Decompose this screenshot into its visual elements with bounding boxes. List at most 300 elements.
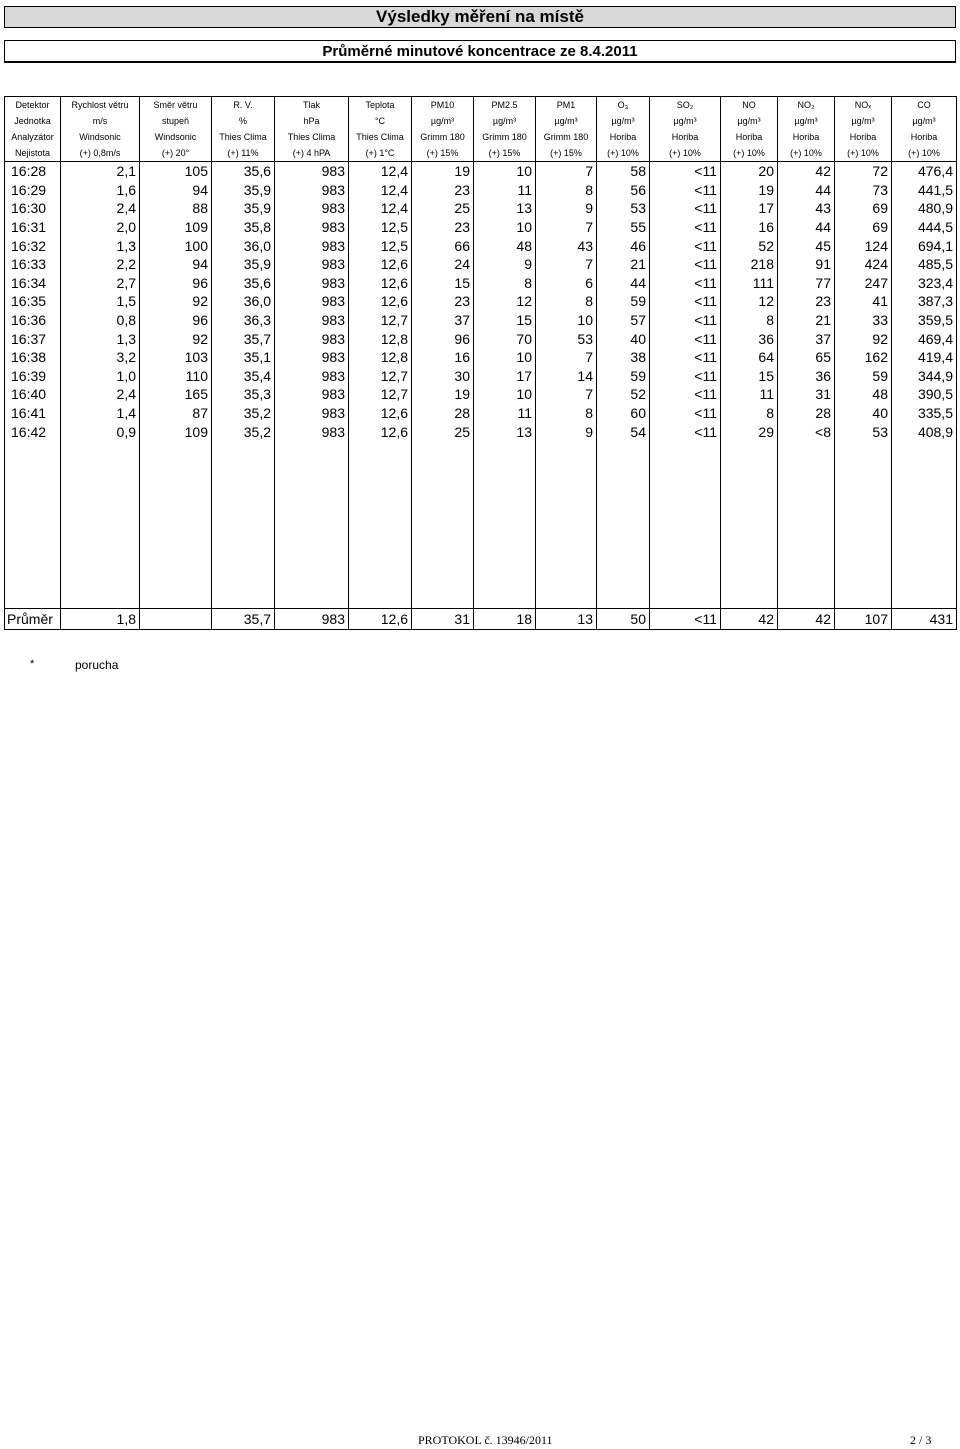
value-cell: 21 [778, 311, 835, 330]
value-cell: 35,3 [212, 385, 275, 404]
value-cell: 35,9 [212, 199, 275, 218]
value-cell: 12,6 [349, 404, 412, 423]
column-header-analyzer: Horiba [721, 129, 778, 145]
value-cell: 12 [474, 292, 536, 311]
page-title: Výsledky měření na místě [4, 6, 956, 28]
average-value: 18 [474, 608, 536, 629]
value-cell: 10 [536, 311, 597, 330]
table-row [5, 311, 957, 330]
footer-page-number: 2 / 3 [910, 1433, 932, 1447]
time-cell: 16:37 [5, 329, 61, 348]
value-cell: 69 [835, 199, 892, 218]
average-value: 35,7 [212, 608, 275, 629]
empty-cell [349, 441, 412, 609]
value-cell: 36 [778, 367, 835, 386]
column-header-analyzer: Windsonic [61, 129, 140, 145]
column-header-name: CO [892, 97, 957, 114]
value-cell: 65 [778, 348, 835, 367]
value-cell: 13 [474, 422, 536, 441]
value-cell: 12,6 [349, 292, 412, 311]
value-cell: 36 [721, 329, 778, 348]
value-cell: 56 [597, 181, 650, 200]
column-header-analyzer: Grimm 180 [536, 129, 597, 145]
value-cell: 7 [536, 162, 597, 181]
average-value: 13 [536, 608, 597, 629]
header-row [5, 113, 957, 129]
value-cell: 124 [835, 236, 892, 255]
value-cell: 3,2 [61, 348, 140, 367]
column-header-uncertainty: (+) 15% [536, 145, 597, 162]
header-row-label: Nejistota [5, 145, 61, 162]
average-value: 1,8 [61, 608, 140, 629]
value-cell: 16 [721, 218, 778, 237]
average-value: 431 [892, 608, 957, 629]
column-header-unit: µg/m³ [412, 113, 474, 129]
value-cell: <11 [650, 367, 721, 386]
value-cell: 983 [275, 329, 349, 348]
average-value: 42 [778, 608, 835, 629]
value-cell: 35,6 [212, 162, 275, 181]
value-cell: 37 [412, 311, 474, 330]
value-cell: 983 [275, 236, 349, 255]
column-header-name: Rychlost větru [61, 97, 140, 114]
value-cell: 15 [412, 274, 474, 293]
column-header-analyzer: Thies Clima [212, 129, 275, 145]
average-row [5, 608, 957, 629]
value-cell: <11 [650, 292, 721, 311]
value-cell: 30 [412, 367, 474, 386]
value-cell: 109 [140, 422, 212, 441]
empty-cell [892, 441, 957, 609]
value-cell: 17 [721, 199, 778, 218]
column-header-name: Směr větru [140, 97, 212, 114]
value-cell: 694,1 [892, 236, 957, 255]
column-header-unit: hPa [275, 113, 349, 129]
value-cell: 23 [778, 292, 835, 311]
value-cell: <11 [650, 255, 721, 274]
column-header-name: PM1 [536, 97, 597, 114]
value-cell: 12,8 [349, 348, 412, 367]
value-cell: 59 [597, 367, 650, 386]
value-cell: 19 [412, 385, 474, 404]
column-header-uncertainty: (+) 15% [474, 145, 536, 162]
table-row [5, 367, 957, 386]
column-header-unit: µg/m³ [650, 113, 721, 129]
value-cell: 35,1 [212, 348, 275, 367]
value-cell: 983 [275, 404, 349, 423]
value-cell: 46 [597, 236, 650, 255]
note-mark: * [30, 658, 35, 670]
value-cell: 35,4 [212, 367, 275, 386]
empty-cell [650, 441, 721, 609]
value-cell: 35,9 [212, 181, 275, 200]
value-cell: 323,4 [892, 274, 957, 293]
value-cell: 69 [835, 218, 892, 237]
value-cell: 35,6 [212, 274, 275, 293]
value-cell: 33 [835, 311, 892, 330]
time-cell: 16:28 [5, 162, 61, 181]
value-cell: 64 [721, 348, 778, 367]
value-cell: 28 [778, 404, 835, 423]
column-header-unit: µg/m³ [536, 113, 597, 129]
table-body [5, 97, 957, 630]
value-cell: 2,7 [61, 274, 140, 293]
value-cell: 36,0 [212, 236, 275, 255]
value-cell: <11 [650, 311, 721, 330]
value-cell: 983 [275, 255, 349, 274]
value-cell: 14 [536, 367, 597, 386]
value-cell: 19 [721, 181, 778, 200]
value-cell: 983 [275, 422, 349, 441]
value-cell: 8 [536, 292, 597, 311]
value-cell: 10 [474, 385, 536, 404]
value-cell: 54 [597, 422, 650, 441]
value-cell: 57 [597, 311, 650, 330]
column-header-analyzer: Grimm 180 [412, 129, 474, 145]
column-header-unit: stupeň [140, 113, 212, 129]
table-row [5, 274, 957, 293]
value-cell: 35,7 [212, 329, 275, 348]
value-cell: 48 [474, 236, 536, 255]
value-cell: 218 [721, 255, 778, 274]
value-cell: 11 [474, 181, 536, 200]
column-header-unit: µg/m³ [778, 113, 835, 129]
value-cell: 476,4 [892, 162, 957, 181]
value-cell: <11 [650, 329, 721, 348]
value-cell: 0,9 [61, 422, 140, 441]
value-cell: 58 [597, 162, 650, 181]
value-cell: 6 [536, 274, 597, 293]
value-cell: <11 [650, 236, 721, 255]
value-cell: 485,5 [892, 255, 957, 274]
value-cell: 12,5 [349, 236, 412, 255]
column-header-analyzer: Windsonic [140, 129, 212, 145]
value-cell: 419,4 [892, 348, 957, 367]
value-cell: 11 [474, 404, 536, 423]
header-row [5, 145, 957, 162]
empty-cell [5, 441, 61, 609]
average-value: 12,6 [349, 608, 412, 629]
value-cell: 7 [536, 218, 597, 237]
column-header-name: NO₂ [778, 97, 835, 114]
value-cell: 983 [275, 218, 349, 237]
value-cell: 88 [140, 199, 212, 218]
value-cell: 10 [474, 218, 536, 237]
value-cell: <11 [650, 218, 721, 237]
time-cell: 16:32 [5, 236, 61, 255]
empty-cell [140, 441, 212, 609]
column-header-uncertainty: (+) 20° [140, 145, 212, 162]
time-cell: 16:40 [5, 385, 61, 404]
value-cell: 55 [597, 218, 650, 237]
table-row [5, 236, 957, 255]
value-cell: 28 [412, 404, 474, 423]
value-cell: 15 [721, 367, 778, 386]
time-cell: 16:30 [5, 199, 61, 218]
value-cell: 53 [597, 199, 650, 218]
value-cell: 109 [140, 218, 212, 237]
value-cell: 40 [835, 404, 892, 423]
column-header-uncertainty: (+) 10% [835, 145, 892, 162]
value-cell: 94 [140, 181, 212, 200]
value-cell: 0,8 [61, 311, 140, 330]
time-cell: 16:42 [5, 422, 61, 441]
value-cell: 359,5 [892, 311, 957, 330]
header-row [5, 129, 957, 145]
value-cell: 12,7 [349, 311, 412, 330]
value-cell: 10 [474, 162, 536, 181]
value-cell: 1,6 [61, 181, 140, 200]
value-cell: 44 [778, 181, 835, 200]
value-cell: 35,2 [212, 404, 275, 423]
empty-cell [212, 441, 275, 609]
table-row [5, 199, 957, 218]
column-header-name: Teplota [349, 97, 412, 114]
value-cell: 12,6 [349, 255, 412, 274]
value-cell: 9 [536, 422, 597, 441]
value-cell: 110 [140, 367, 212, 386]
column-header-uncertainty: (+) 10% [721, 145, 778, 162]
value-cell: 53 [835, 422, 892, 441]
table-row [5, 329, 957, 348]
value-cell: 41 [835, 292, 892, 311]
column-header-unit: % [212, 113, 275, 129]
column-header-uncertainty: (+) 0,8m/s [61, 145, 140, 162]
column-header-analyzer: Horiba [892, 129, 957, 145]
value-cell: 12,6 [349, 422, 412, 441]
empty-cell [835, 441, 892, 609]
value-cell: 8 [536, 181, 597, 200]
average-value: 983 [275, 608, 349, 629]
empty-cell [474, 441, 536, 609]
time-cell: 16:29 [5, 181, 61, 200]
column-header-unit: µg/m³ [597, 113, 650, 129]
value-cell: 72 [835, 162, 892, 181]
empty-cell [597, 441, 650, 609]
value-cell: 23 [412, 181, 474, 200]
value-cell: 31 [778, 385, 835, 404]
value-cell: 7 [536, 385, 597, 404]
average-value [140, 608, 212, 629]
value-cell: 29 [721, 422, 778, 441]
measurement-table [4, 96, 957, 630]
value-cell: 9 [474, 255, 536, 274]
column-header-analyzer: Thies Clima [275, 129, 349, 145]
column-header-unit: °C [349, 113, 412, 129]
empty-cell [536, 441, 597, 609]
average-value: 50 [597, 608, 650, 629]
column-header-uncertainty: (+) 10% [778, 145, 835, 162]
value-cell: 12,7 [349, 385, 412, 404]
table-row [5, 218, 957, 237]
empty-cell [412, 441, 474, 609]
value-cell: 12,5 [349, 218, 412, 237]
value-cell: 73 [835, 181, 892, 200]
value-cell: 2,1 [61, 162, 140, 181]
time-cell: 16:39 [5, 367, 61, 386]
page-subtitle: Průměrné minutové koncentrace ze 8.4.2011 [4, 40, 956, 63]
empty-cell [721, 441, 778, 609]
empty-row [5, 441, 957, 609]
value-cell: 96 [412, 329, 474, 348]
value-cell: 165 [140, 385, 212, 404]
value-cell: 17 [474, 367, 536, 386]
note-text: porucha [75, 658, 119, 672]
column-header-uncertainty: (+) 10% [597, 145, 650, 162]
value-cell: 12 [721, 292, 778, 311]
value-cell: 12,4 [349, 162, 412, 181]
time-cell: 16:33 [5, 255, 61, 274]
value-cell: 44 [597, 274, 650, 293]
header-row-label: Analyzátor [5, 129, 61, 145]
value-cell: 53 [536, 329, 597, 348]
value-cell: 12,8 [349, 329, 412, 348]
table-row [5, 162, 957, 181]
time-cell: 16:34 [5, 274, 61, 293]
value-cell: <11 [650, 348, 721, 367]
value-cell: 66 [412, 236, 474, 255]
column-header-uncertainty: (+) 11% [212, 145, 275, 162]
value-cell: 43 [778, 199, 835, 218]
value-cell: 7 [536, 348, 597, 367]
column-header-analyzer: Grimm 180 [474, 129, 536, 145]
column-header-analyzer: Horiba [778, 129, 835, 145]
value-cell: 16 [412, 348, 474, 367]
column-header-analyzer: Thies Clima [349, 129, 412, 145]
column-header-unit: µg/m³ [721, 113, 778, 129]
value-cell: <11 [650, 199, 721, 218]
value-cell: 11 [721, 385, 778, 404]
value-cell: 87 [140, 404, 212, 423]
average-value: 31 [412, 608, 474, 629]
value-cell: 92 [140, 329, 212, 348]
header-row-label: Detektor [5, 97, 61, 114]
value-cell: <11 [650, 404, 721, 423]
value-cell: 983 [275, 367, 349, 386]
value-cell: <11 [650, 162, 721, 181]
value-cell: 441,5 [892, 181, 957, 200]
value-cell: 983 [275, 181, 349, 200]
time-cell: 16:31 [5, 218, 61, 237]
value-cell: 77 [778, 274, 835, 293]
value-cell: 15 [474, 311, 536, 330]
value-cell: 40 [597, 329, 650, 348]
column-header-name: PM2.5 [474, 97, 536, 114]
value-cell: 983 [275, 385, 349, 404]
value-cell: 10 [474, 348, 536, 367]
value-cell: 12,6 [349, 274, 412, 293]
value-cell: 162 [835, 348, 892, 367]
value-cell: 12,4 [349, 181, 412, 200]
column-header-name: Tlak [275, 97, 349, 114]
empty-cell [275, 441, 349, 609]
value-cell: 2,0 [61, 218, 140, 237]
value-cell: 59 [835, 367, 892, 386]
column-header-analyzer: Horiba [835, 129, 892, 145]
value-cell: 2,4 [61, 385, 140, 404]
value-cell: 8 [721, 311, 778, 330]
value-cell: 21 [597, 255, 650, 274]
value-cell: 8 [536, 404, 597, 423]
value-cell: 9 [536, 199, 597, 218]
header-row [5, 97, 957, 114]
value-cell: 91 [778, 255, 835, 274]
value-cell: 469,4 [892, 329, 957, 348]
value-cell: 983 [275, 292, 349, 311]
value-cell: 444,5 [892, 218, 957, 237]
value-cell: 2,4 [61, 199, 140, 218]
column-header-name: O₃ [597, 97, 650, 114]
value-cell: <11 [650, 422, 721, 441]
column-header-uncertainty: (+) 15% [412, 145, 474, 162]
value-cell: 20 [721, 162, 778, 181]
time-cell: 16:35 [5, 292, 61, 311]
value-cell: 983 [275, 348, 349, 367]
empty-cell [61, 441, 140, 609]
value-cell: 44 [778, 218, 835, 237]
table-row [5, 385, 957, 404]
column-header-uncertainty: (+) 4 hPA [275, 145, 349, 162]
footer-protocol-number: PROTOKOL č. 13946/2011 [418, 1433, 553, 1447]
column-header-name: NO [721, 97, 778, 114]
value-cell: 60 [597, 404, 650, 423]
value-cell: 25 [412, 422, 474, 441]
value-cell: 103 [140, 348, 212, 367]
table-row [5, 348, 957, 367]
column-header-analyzer: Horiba [597, 129, 650, 145]
value-cell: 1,3 [61, 329, 140, 348]
value-cell: 23 [412, 218, 474, 237]
value-cell: 52 [597, 385, 650, 404]
value-cell: 1,5 [61, 292, 140, 311]
column-header-unit: m/s [61, 113, 140, 129]
average-value: 107 [835, 608, 892, 629]
value-cell: 59 [597, 292, 650, 311]
value-cell: 983 [275, 162, 349, 181]
column-header-unit: µg/m³ [474, 113, 536, 129]
value-cell: 100 [140, 236, 212, 255]
table-row [5, 404, 957, 423]
value-cell: 45 [778, 236, 835, 255]
value-cell: 42 [778, 162, 835, 181]
value-cell: 335,5 [892, 404, 957, 423]
value-cell: 92 [835, 329, 892, 348]
value-cell: 38 [597, 348, 650, 367]
average-label: Průměr [5, 608, 61, 629]
table-row [5, 422, 957, 441]
value-cell: 35,2 [212, 422, 275, 441]
column-header-analyzer: Horiba [650, 129, 721, 145]
column-header-uncertainty: (+) 10% [892, 145, 957, 162]
average-value: 42 [721, 608, 778, 629]
value-cell: 480,9 [892, 199, 957, 218]
column-header-name: SO₂ [650, 97, 721, 114]
value-cell: 23 [412, 292, 474, 311]
value-cell: 13 [474, 199, 536, 218]
column-header-unit: µg/m³ [835, 113, 892, 129]
value-cell: 48 [835, 385, 892, 404]
value-cell: 983 [275, 274, 349, 293]
value-cell: 7 [536, 255, 597, 274]
column-header-name: PM10 [412, 97, 474, 114]
column-header-name: NOₓ [835, 97, 892, 114]
value-cell: <11 [650, 274, 721, 293]
value-cell: 35,9 [212, 255, 275, 274]
value-cell: 390,5 [892, 385, 957, 404]
value-cell: 2,2 [61, 255, 140, 274]
time-cell: 16:36 [5, 311, 61, 330]
value-cell: 70 [474, 329, 536, 348]
